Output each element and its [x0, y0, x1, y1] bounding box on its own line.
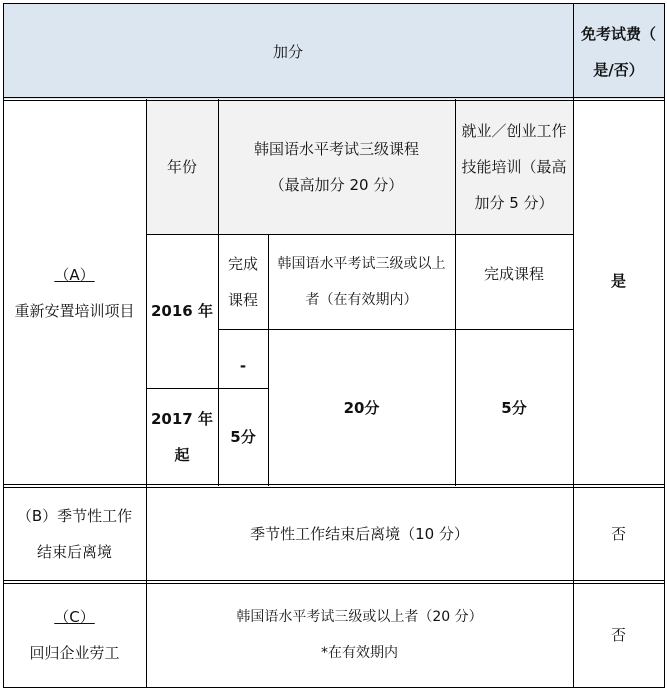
twenty-points-cell [268, 329, 455, 486]
skills-training-header-line3: 加分 5 分） [474, 193, 554, 212]
completion-column-divider [268, 234, 269, 486]
section-b-waiver-text: 否 [610, 525, 626, 543]
twenty-points-text: 20分 [343, 398, 380, 417]
section-a-label-cell [3, 99, 146, 486]
section-c-title: 回归企业劳工 [29, 643, 120, 662]
section-c-label-cell [3, 582, 146, 687]
section-a-title: 重新安置培训项目 [14, 301, 135, 320]
five-points-cell [455, 329, 573, 486]
five-points-2017-text: 5分 [230, 428, 256, 446]
completion-cell [218, 234, 268, 329]
header-separator [3, 97, 665, 101]
completion-row-bottom-line [218, 329, 573, 330]
year-2017-cell [146, 388, 218, 486]
year-2016-text: 2016 年 [151, 302, 213, 320]
table-border-right [664, 3, 665, 688]
section-b-separator [3, 580, 665, 584]
header-exam-fee-cell [573, 4, 664, 99]
korean-course-header-cell [218, 99, 455, 234]
section-a-separator [3, 484, 665, 488]
label-column-divider [146, 99, 147, 688]
section-c-content-line1: 韩国语水平考试三级或以上者（20 分） [236, 608, 483, 625]
five-points-2017-cell [218, 388, 268, 486]
section-b-label-line2: 结束后离境 [36, 543, 112, 561]
waiver-column-divider [573, 3, 574, 688]
table-border-bottom [3, 687, 665, 688]
year-header-cell [146, 99, 218, 234]
completed-course-text: 完成课程 [483, 264, 544, 283]
year-2016-bottom-line [146, 388, 268, 389]
skills-training-header-line1: 就业／创业工作 [461, 121, 567, 140]
year-header-text: 年份 [166, 157, 197, 176]
section-c-waiver-text: 否 [610, 625, 626, 644]
skills-training-header-line2: 技能培训（最高 [461, 157, 567, 176]
year-2016-cell [146, 234, 218, 388]
korean-level-cell [268, 234, 455, 329]
header-bonus-cell [3, 4, 573, 99]
section-c-code: （C） [54, 607, 95, 626]
year-column-divider [218, 99, 219, 486]
dash-cell [218, 329, 268, 388]
skills-training-header-cell [455, 99, 573, 234]
korean-course-header-line1: 韩国语水平考试三级课程 [253, 139, 419, 158]
subheader-bottom-line [146, 234, 573, 235]
section-a-waiver-cell [573, 99, 664, 486]
dash-text: - [239, 356, 247, 375]
korean-level-line1: 韩国语水平考试三级或以上 [277, 255, 446, 272]
header-bonus-text: 加分 [272, 42, 303, 61]
section-a-code: （A） [54, 265, 95, 284]
five-points-text: 5分 [501, 398, 527, 417]
section-b-content-cell [146, 486, 573, 582]
completed-course-cell [455, 234, 573, 329]
section-b-waiver-cell [573, 486, 664, 582]
section-c-content-line2: *在有效期内 [320, 644, 398, 661]
korean-level-line2: 者（在有效期内） [305, 291, 418, 308]
table-border-top [3, 3, 665, 4]
header-exam-fee-line2: 是/否） [593, 60, 644, 79]
section-b-content-text: 季节性工作结束后离境（10 分） [250, 525, 469, 543]
section-b-label-line1: （B）季节性工作 [16, 507, 133, 525]
completion-line1: 完成 [227, 254, 258, 273]
year-2017-line2: 起 [174, 446, 190, 464]
completion-line2: 课程 [227, 290, 258, 309]
section-a-waiver-text: 是 [610, 271, 626, 290]
header-exam-fee-line1: 免考试费（ [580, 24, 656, 43]
skills-column-divider [455, 99, 456, 486]
section-c-waiver-cell [573, 582, 664, 687]
korean-course-header-line2: （最高加分 20 分） [269, 175, 404, 194]
section-b-label-cell [3, 486, 146, 582]
table-border-left [3, 3, 4, 688]
section-c-content-cell [146, 582, 573, 687]
year-2017-line1: 2017 年 [151, 410, 213, 428]
